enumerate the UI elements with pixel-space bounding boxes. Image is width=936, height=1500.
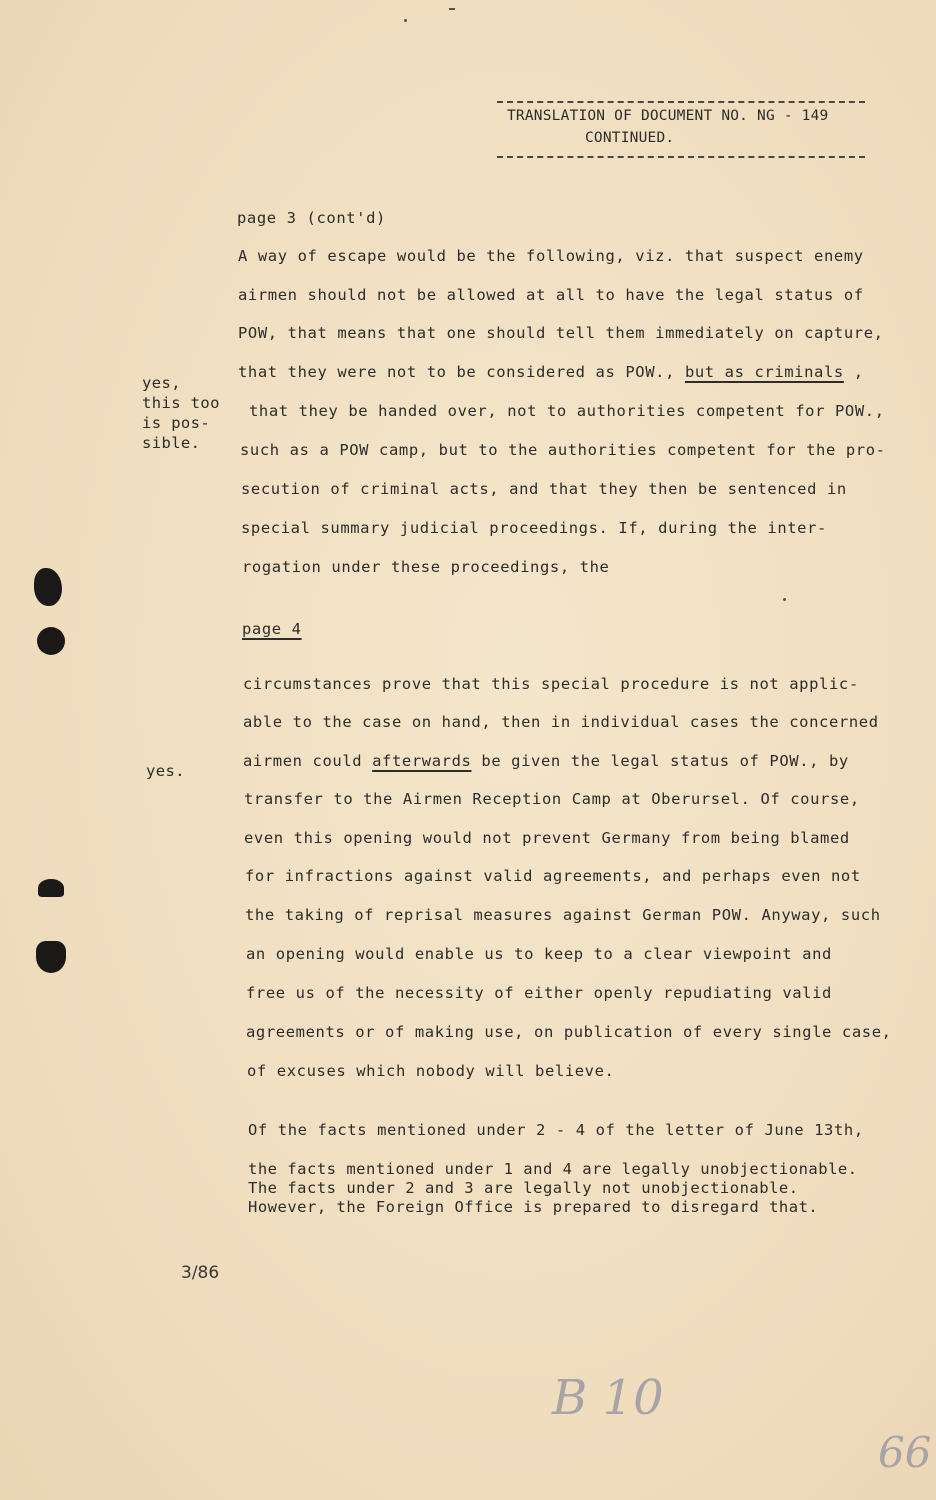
document-subtitle: CONTINUED. [585, 130, 675, 146]
margin-note-line: sible. [142, 434, 201, 452]
text-line: that they be handed over, not to authorities competent for POW., [249, 402, 885, 420]
text-segment: , [853, 363, 864, 381]
text-line: POW, that means that one should tell them immediately on capture, [238, 324, 884, 342]
text-line: able to the case on hand, then in individual cases the concerned [243, 713, 879, 731]
punch-hole [34, 568, 62, 606]
text-line: even this opening would not prevent Germany from being blamed [244, 829, 850, 847]
underlined-text: but as criminals [684, 363, 844, 381]
header-rule-bottom [497, 156, 865, 158]
punch-hole [36, 941, 66, 973]
text-line: such as a POW camp, but to the authorities competent for the pro- [240, 441, 886, 459]
text-line: of excuses which nobody will believe. [247, 1062, 615, 1080]
margin-note-yes: yes. [146, 762, 185, 780]
top-mark [449, 0, 455, 10]
ink-speck [404, 19, 407, 22]
margin-note-yes-possible [142, 373, 220, 453]
text-line: agreements or of making use, on publication of every single case, [246, 1023, 892, 1041]
text-line: an opening would enable us to keep to a clear viewpoint and [246, 945, 832, 963]
text-line: for infractions against valid agreements, and perhaps even not [245, 867, 861, 885]
text-line: rogation under these proceedings, the [242, 558, 610, 576]
text-segment: that they were not to be considered as POW., [238, 363, 675, 381]
text-line: airmen should not be allowed at all to have the legal status of [238, 286, 864, 304]
text-segment: be given the legal status of POW., by [481, 752, 849, 770]
text-line [243, 752, 849, 770]
text-line: circumstances prove that this special procedure is not applic- [243, 675, 859, 693]
header-rule-top [497, 101, 865, 103]
text-segment: airmen could [243, 752, 363, 770]
text-line: the taking of reprisal measures against German POW. Anyway, such [245, 906, 881, 924]
text-line: However, the Foreign Office is prepared to disregard that. [248, 1198, 819, 1216]
page4-heading: page 4 [242, 620, 302, 638]
text-line: secution of criminal acts, and that they then be sentenced in [241, 480, 847, 498]
text-line: transfer to the Airmen Reception Camp at Oberursel. Of course, [244, 790, 860, 808]
text-line: Of the facts mentioned under 2 - 4 of the letter of June 13th, [248, 1121, 864, 1139]
margin-note-line: is pos- [142, 414, 211, 432]
text-line: special summary judicial proceedings. If, during the inter- [241, 519, 827, 537]
document-title: TRANSLATION OF DOCUMENT NO. NG - 149 [507, 108, 829, 124]
text-line [238, 363, 864, 381]
underlined-text: afterwards [372, 752, 472, 770]
page-reference: 3/86 [181, 1263, 220, 1283]
margin-note-line: this too [142, 394, 220, 412]
text-line: A way of escape would be the following, viz. that suspect enemy [238, 247, 864, 265]
text-line: The facts under 2 and 3 are legally not unobjectionable. [248, 1179, 799, 1197]
page3-heading: page 3 (cont'd) [237, 209, 386, 227]
handwritten-mark: B 10 [552, 1370, 664, 1426]
punch-hole [38, 879, 64, 897]
ink-speck [783, 598, 786, 601]
handwritten-page-number: 66 [878, 1428, 932, 1477]
text-line: the facts mentioned under 1 and 4 are legally unobjectionable. [248, 1160, 858, 1178]
margin-note-line: yes, [142, 374, 181, 392]
punch-hole [37, 627, 65, 655]
text-line: free us of the necessity of either openly repudiating valid [246, 984, 832, 1002]
